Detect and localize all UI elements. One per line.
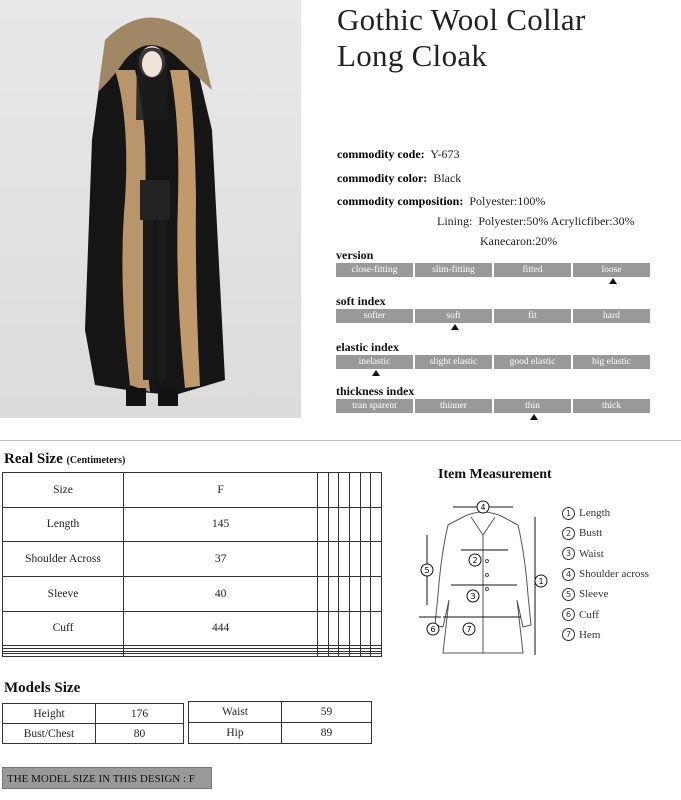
number-badge: 3 bbox=[562, 547, 575, 560]
empty-cell bbox=[339, 654, 350, 657]
bust-value: 80 bbox=[96, 724, 184, 744]
legend-item bbox=[562, 523, 649, 543]
index-option: thinner bbox=[415, 399, 492, 413]
commodity-code: commodity code: Y-673 bbox=[337, 147, 460, 161]
empty-cell bbox=[371, 507, 382, 542]
size-label: Shoulder Across bbox=[3, 542, 124, 577]
models-size-heading: Models Size bbox=[4, 680, 81, 696]
empty-cell bbox=[318, 473, 329, 508]
size-label: Size bbox=[3, 473, 124, 508]
legend-item bbox=[562, 503, 649, 523]
legend-item bbox=[562, 564, 649, 584]
selected-indicator-icon bbox=[451, 324, 459, 330]
empty-cell bbox=[350, 507, 361, 542]
height-value: 176 bbox=[96, 704, 184, 724]
empty-cell bbox=[371, 473, 382, 508]
size-value: 40 bbox=[124, 576, 318, 611]
empty-cell bbox=[339, 611, 350, 646]
empty-cell bbox=[350, 654, 361, 657]
index-option: inelastic bbox=[336, 355, 413, 369]
waist-label: Waist bbox=[189, 702, 282, 723]
svg-text:4: 4 bbox=[480, 503, 486, 512]
index-option: hard bbox=[573, 309, 650, 323]
product-title: Gothic Wool Collar Long Cloak bbox=[337, 2, 586, 73]
index-option: softer bbox=[336, 309, 413, 323]
svg-text:1: 1 bbox=[538, 577, 544, 586]
index-title: version bbox=[336, 248, 374, 262]
legend-item bbox=[562, 584, 649, 604]
waist-value: 59 bbox=[282, 702, 372, 723]
index-elastic-index bbox=[336, 340, 652, 377]
legend-label: Sleeve bbox=[579, 588, 609, 601]
svg-text:7: 7 bbox=[466, 625, 472, 634]
index-option: fit bbox=[494, 309, 571, 323]
selected-indicator-icon bbox=[372, 370, 380, 376]
empty-cell bbox=[328, 507, 339, 542]
legend-label: Shoulder across bbox=[579, 568, 649, 581]
empty-cell bbox=[339, 473, 350, 508]
legend-item bbox=[562, 625, 649, 645]
index-scale bbox=[336, 309, 652, 323]
size-value: F bbox=[124, 473, 318, 508]
divider bbox=[0, 440, 681, 441]
empty-cell bbox=[318, 576, 329, 611]
number-badge: 7 bbox=[562, 628, 575, 641]
index-option: fitted bbox=[494, 263, 571, 277]
empty-cell bbox=[350, 576, 361, 611]
measurement-legend bbox=[562, 503, 649, 645]
height-label: Height bbox=[3, 704, 96, 724]
table-row bbox=[3, 576, 382, 611]
empty-cell bbox=[360, 542, 371, 577]
empty-cell bbox=[350, 473, 361, 508]
empty-cell bbox=[339, 542, 350, 577]
empty-cell bbox=[3, 654, 124, 657]
empty-cell bbox=[350, 611, 361, 646]
commodity-composition: commodity composition: Polyester:100% bbox=[337, 194, 546, 208]
models-size-table-right bbox=[188, 701, 372, 744]
number-badge: 1 bbox=[562, 507, 575, 520]
hip-value: 89 bbox=[282, 723, 372, 744]
index-title: soft index bbox=[336, 294, 386, 308]
index-scale bbox=[336, 263, 652, 277]
index-option: thick bbox=[573, 399, 650, 413]
legend-item bbox=[562, 604, 649, 624]
empty-cell bbox=[360, 473, 371, 508]
index-scale bbox=[336, 399, 652, 413]
hip-label: Hip bbox=[189, 723, 282, 744]
real-size-heading: Real Size (Centimeters) bbox=[4, 451, 126, 467]
item-measurement-heading: Item Measurement bbox=[438, 467, 552, 482]
legend-label: Waist bbox=[579, 547, 604, 560]
index-soft-index bbox=[336, 294, 652, 331]
index-option: slim-fitting bbox=[415, 263, 492, 277]
empty-cell bbox=[339, 507, 350, 542]
index-scale bbox=[336, 355, 652, 369]
size-value: 37 bbox=[124, 542, 318, 577]
index-option: close-fitting bbox=[336, 263, 413, 277]
empty-cell bbox=[318, 654, 329, 657]
number-badge: 6 bbox=[562, 608, 575, 621]
models-size-table-left bbox=[2, 703, 184, 744]
empty-cell bbox=[318, 507, 329, 542]
legend-label: Hem bbox=[579, 628, 601, 641]
table-row bbox=[3, 542, 382, 577]
real-size-table bbox=[2, 472, 382, 657]
index-thickness-index bbox=[336, 384, 652, 421]
model-size-note: THE MODEL SIZE IN THIS DESIGN : F bbox=[2, 767, 212, 789]
index-version bbox=[336, 248, 652, 285]
index-option: slight elastic bbox=[415, 355, 492, 369]
table-row bbox=[3, 654, 382, 657]
empty-cell bbox=[318, 611, 329, 646]
empty-cell bbox=[328, 654, 339, 657]
commodity-lining-extra: Kanecaron:20% bbox=[480, 234, 558, 248]
empty-cell bbox=[360, 507, 371, 542]
empty-cell bbox=[360, 576, 371, 611]
empty-cell bbox=[124, 654, 318, 657]
index-option: soft bbox=[415, 309, 492, 323]
index-option: big elastic bbox=[573, 355, 650, 369]
size-label: Cuff bbox=[3, 611, 124, 646]
number-badge: 5 bbox=[562, 588, 575, 601]
empty-cell bbox=[371, 542, 382, 577]
empty-cell bbox=[350, 542, 361, 577]
commodity-color: commodity color: Black bbox=[337, 171, 462, 185]
svg-text:3: 3 bbox=[470, 592, 476, 601]
empty-cell bbox=[371, 654, 382, 657]
size-value: 145 bbox=[124, 507, 318, 542]
number-badge: 4 bbox=[562, 568, 575, 581]
empty-cell bbox=[339, 576, 350, 611]
size-value: 444 bbox=[124, 611, 318, 646]
table-row bbox=[3, 507, 382, 542]
index-option: thin bbox=[494, 399, 571, 413]
commodity-lining: Lining: Polyester:50% Acrylicfiber:30% bbox=[437, 214, 635, 228]
empty-cell bbox=[328, 576, 339, 611]
product-photo bbox=[0, 0, 301, 418]
size-label: Length bbox=[3, 507, 124, 542]
selected-indicator-icon bbox=[530, 414, 538, 420]
index-title: elastic index bbox=[336, 340, 399, 354]
empty-cell bbox=[328, 473, 339, 508]
empty-cell bbox=[371, 611, 382, 646]
size-label: Sleeve bbox=[3, 576, 124, 611]
svg-text:2: 2 bbox=[472, 556, 478, 565]
bust-label: Bust/Chest bbox=[3, 724, 96, 744]
empty-cell bbox=[318, 542, 329, 577]
svg-text:5: 5 bbox=[424, 566, 430, 575]
cloak-diagram bbox=[413, 495, 553, 669]
legend-label: Bustt bbox=[579, 527, 603, 540]
legend-label: Cuff bbox=[579, 608, 599, 621]
empty-cell bbox=[328, 611, 339, 646]
index-option: tran sparent bbox=[336, 399, 413, 413]
table-row bbox=[3, 611, 382, 646]
selected-indicator-icon bbox=[609, 278, 617, 284]
table-row bbox=[3, 473, 382, 508]
legend-label: Length bbox=[579, 507, 611, 520]
number-badge: 2 bbox=[562, 527, 575, 540]
index-title: thickness index bbox=[336, 384, 415, 398]
legend-item bbox=[562, 544, 649, 564]
svg-text:6: 6 bbox=[430, 625, 436, 634]
index-option: good elastic bbox=[494, 355, 571, 369]
index-option: loose bbox=[573, 263, 650, 277]
empty-cell bbox=[371, 576, 382, 611]
empty-cell bbox=[360, 611, 371, 646]
empty-cell bbox=[360, 654, 371, 657]
empty-cell bbox=[328, 542, 339, 577]
